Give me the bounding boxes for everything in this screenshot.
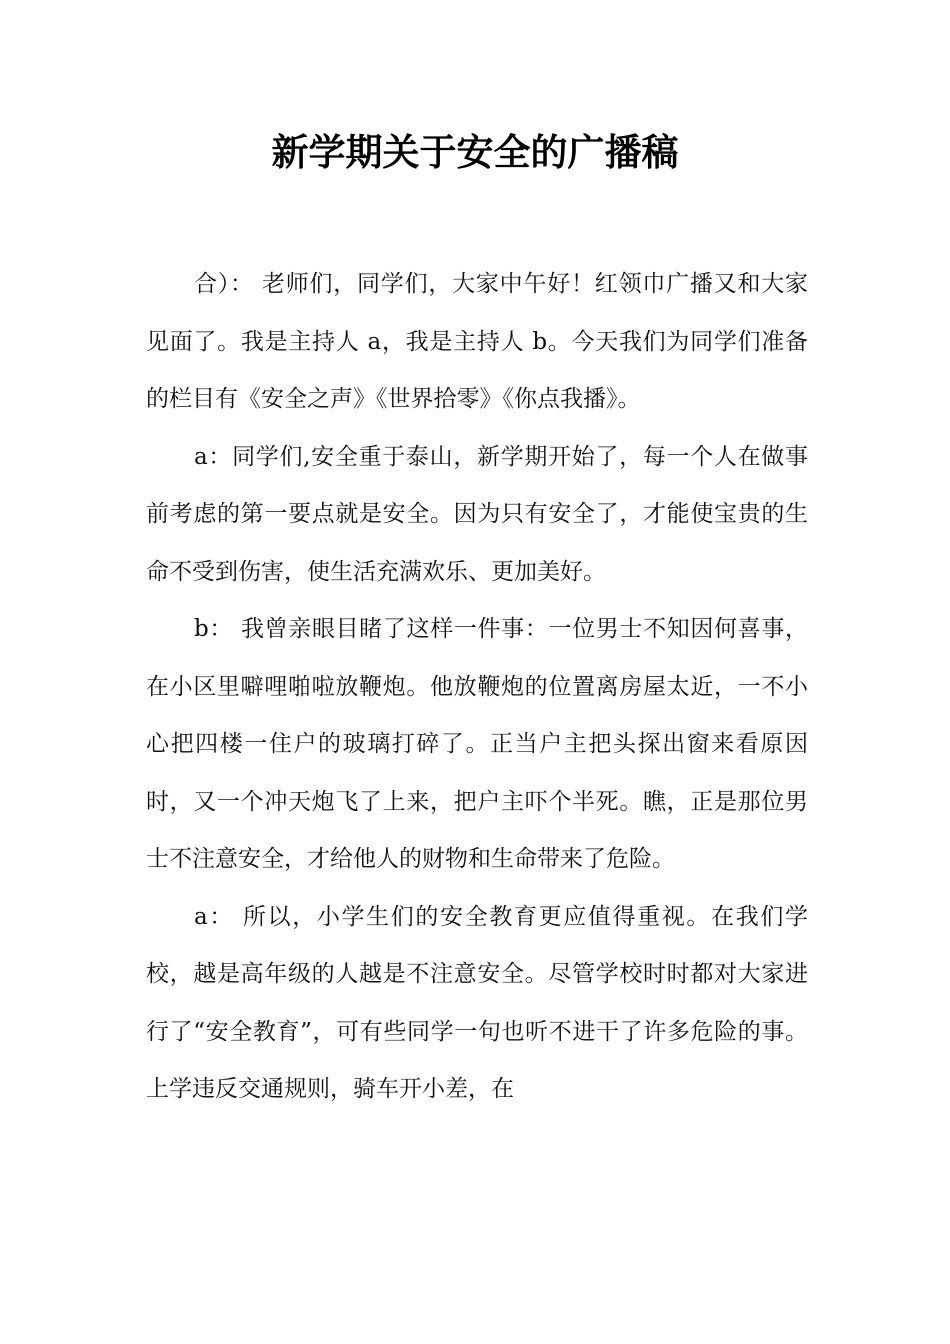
document-title: 新学期关于安全的广播稿 xyxy=(271,130,679,174)
paragraph-b-story: b： 我曾亲眼目睹了这样一件事：一位男士不知因何喜事，在小区里噼哩啪啦放鞭炮。他放鞭炮的位置离房屋太近，一不小心把四楼一住户的玻璃打碎了。正当户主把头探出窗来看原因时，又一个冲天炮飞了上来，把户主吓个半死。瞧，正是那位男士不注意安全，才给他人的财物和生命带来了危险。 xyxy=(146,616,808,872)
document-body xyxy=(146,256,808,1119)
paragraph-a-education: a： 所以，小学生们的安全教育更应值得重视。在我们学校，越是高年级的人越是不注意安全。尽管学校时时都对大家进行了“安全教育”，可有些同学一句也听不进干了许多危险的事。上学违反交通规则，骑车开小差，在 xyxy=(146,903,808,1102)
paragraph-a-safety: a：同学们,安全重于泰山，新学期开始了，每一个人在做事前考虑的第一要点就是安全。因为只有安全了，才能使宝贵的生命不受到伤害，使生活充满欢乐、更加美好。 xyxy=(146,443,808,585)
paragraph-opening: 合）： 老师们，同学们，大家中午好！红领巾广播又和大家见面了。我是主持人 a，我是主持人 b。今天我们为同学们准备的栏目有《安全之声》《世界拾零》《你点我播》。 xyxy=(146,271,808,412)
